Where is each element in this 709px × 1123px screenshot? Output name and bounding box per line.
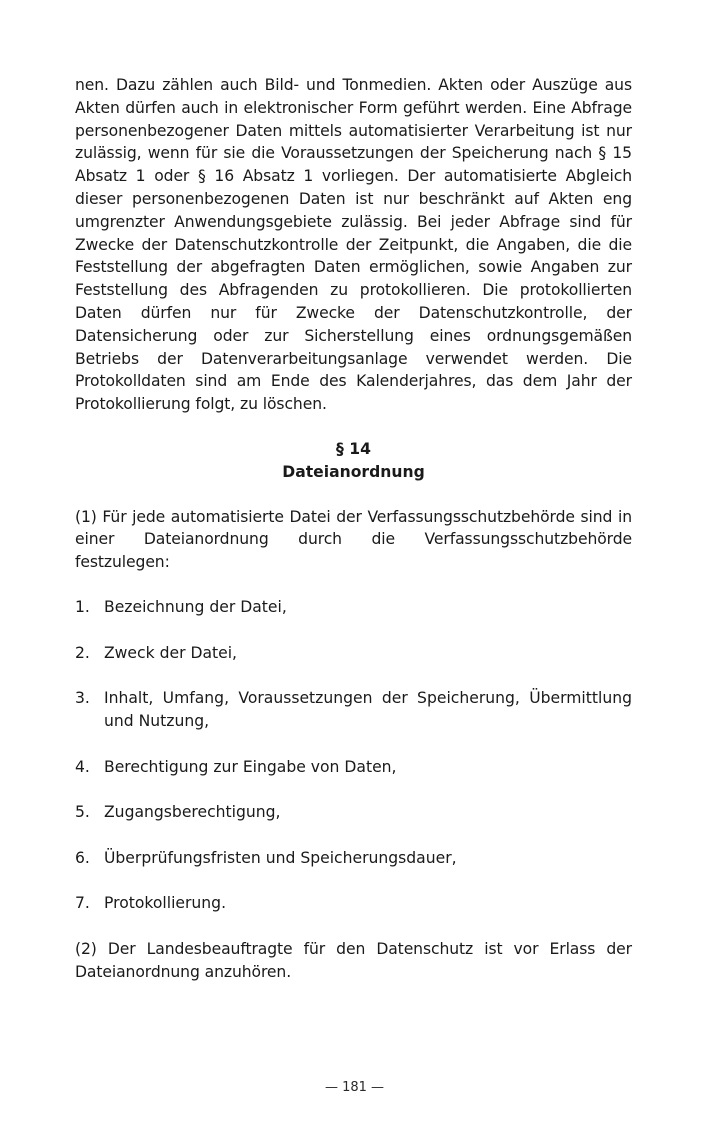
- section-heading: [75, 438, 632, 484]
- list-item-text: Berechtigung zur Eingabe von Daten,: [104, 757, 397, 776]
- list-item: [75, 687, 632, 733]
- list-item-text: Bezeichnung der Datei,: [104, 597, 287, 616]
- list-item: [75, 847, 632, 870]
- list-item-number: 1.: [75, 597, 90, 616]
- list-item-number: 6.: [75, 848, 90, 867]
- list-item: [75, 756, 632, 779]
- list-item-number: 4.: [75, 757, 90, 776]
- list-item-text: Inhalt, Umfang, Voraussetzungen der Speicherung, Übermittlung und Nutzung,: [104, 689, 632, 730]
- item-list: [75, 596, 632, 915]
- list-item: [75, 596, 632, 619]
- list-item-number: 7.: [75, 894, 90, 913]
- intro-paragraph: nen. Dazu zählen auch Bild- und Tonmedien. Akten oder Auszüge aus Akten dürfen auch in elektronischer Form geführt werden. Eine Abfrage personenbezogener Daten mittels automatisierter Verarbeitung ist nur zulässig, wenn für sie die Voraussetzungen der Speicherung nach § 15 Absatz 1 oder § 16 Absatz 1 vorliegen. Der automatisierte Abgleich dieser personenbezogenen Daten ist nur beschränkt auf Akten eng umgrenzter Anwendungsgebiete zulässig. Bei jeder Abfrage sind für Zwecke der Datenschutzkontrolle der Zeitpunkt, die Angaben, die die Feststellung der abgefragten Daten ermöglichen, sowie Angaben zur Feststellung des Abfragenden zu protokollieren. Die protokollierten Daten dürfen nur für Zwecke der Datenschutzkontrolle, der Datensicherung oder zur Sicherstellung eines ordnungsgemäßen Betriebs der Datenverarbeitungsanlage verwendet werden. Die Protokolldaten sind am Ende des Kalenderjahres, das dem Jahr der Protokollierung folgt, zu löschen.: [75, 76, 632, 414]
- page-number: — 181 —: [324, 1080, 385, 1095]
- list-item-text: Überprüfungsfristen und Speicherungsdauer,: [104, 848, 457, 867]
- list-item-text: Zweck der Datei,: [104, 643, 238, 662]
- list-item: [75, 642, 632, 665]
- list-item: [75, 892, 632, 915]
- paragraph-2: (2) Der Landesbeauftragte für den Datenschutz ist vor Erlass der Dateianordnung anzuhören.: [75, 939, 632, 981]
- list-item-number: 3.: [75, 689, 90, 708]
- section-number: § 14: [336, 439, 371, 458]
- list-item: [75, 801, 632, 824]
- page-content: [75, 74, 632, 983]
- list-item-number: 5.: [75, 803, 90, 822]
- paragraph-1: (1) Für jede automatisierte Datei der Verfassungsschutzbehörde sind in einer Dateianordnung durch die Verfassungsschutzbehörde festzulegen:: [75, 507, 632, 572]
- list-item-text: Protokollierung.: [104, 894, 227, 913]
- list-item-text: Zugangsberechtigung,: [104, 803, 281, 822]
- section-title: Dateianordnung: [282, 462, 425, 481]
- list-item-number: 2.: [75, 643, 90, 662]
